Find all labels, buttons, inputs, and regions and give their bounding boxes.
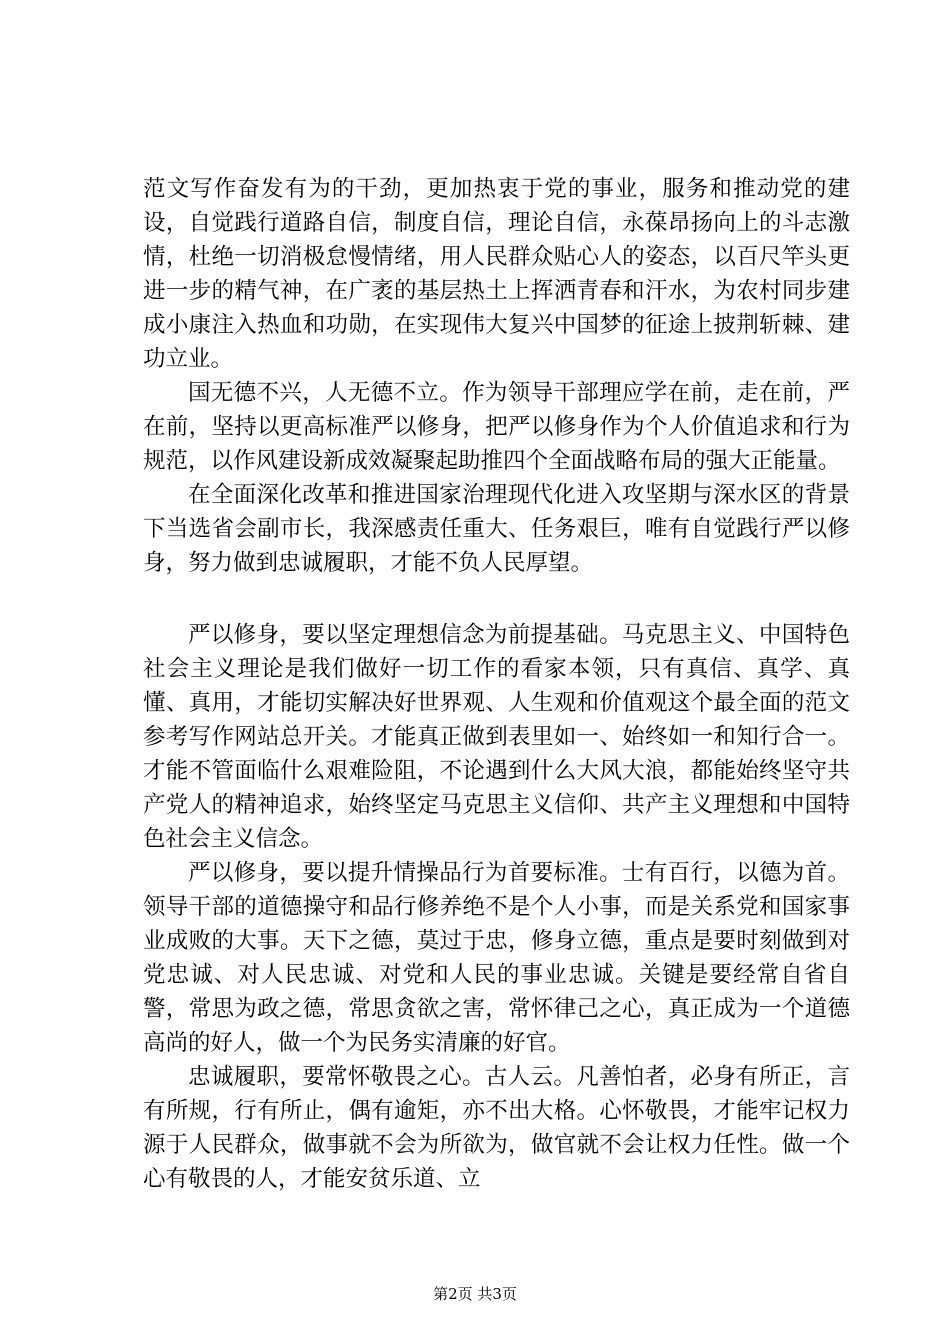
paragraph-gap (143, 580, 850, 618)
paragraph-1: 范文写作奋发有为的干劲，更加热衷于党的事业，服务和推动党的建设，自觉践行道路自信，制度自信，理论自信，永葆昂扬向上的斗志激情，杜绝一切消极怠慢情绪，用人民群众贴心人的姿态，以百尺竿头更进一步的精气神，在广袤的基层热土上挥洒青春和汗水，为农村同步建成小康注入热血和功勋，在实现伟大复兴中国梦的征途上披荆斩棘、建功立业。 (143, 176, 850, 372)
paragraph-3: 在全面深化改革和推进国家治理现代化进入攻坚期与深水区的背景下当选省会副市长，我深感责任重大、任务艰巨，唯有自觉践行严以修身，努力做到忠诚履职，才能不负人民厚望。 (143, 482, 850, 576)
page-footer (0, 1284, 950, 1304)
paragraph-2: 国无德不兴，人无德不立。作为领导干部理应学在前，走在前，严在前，坚持以更高标准严以修身，把严以修身作为个人价值追求和行为规范，以作风建设新成效凝聚起助推四个全面战略布局的强大正能量。 (143, 380, 850, 474)
paragraph-6: 忠诚履职，要常怀敬畏之心。古人云。凡善怕者，必身有所正，言有所规，行有所止，偶有逾矩，亦不出大格。心怀敬畏，才能牢记权力源于人民群众，做事就不会为所欲为，做官就不会让权力任性。做一个心有敬畏的人，才能安贫乐道、立 (143, 1064, 850, 1192)
page-number: 第2页 共3页 (433, 1285, 517, 1303)
paragraph-4: 严以修身，要以坚定理想信念为前提基础。马克思主义、中国特色社会主义理论是我们做好一切工作的看家本领，只有真信、真学、真懂、真用，才能切实解决好世界观、人生观和价值观这个最全面的范文参考写作网站总开关。才能真正做到表里如一、始终如一和知行合一。才能不管面临什么艰难险阻，不论遇到什么大风大浪，都能始终坚守共产党人的精神追求，始终坚定马克思主义信仰、共产主义理想和中国特色社会主义信念。 (143, 622, 850, 852)
document-body (143, 172, 850, 1196)
paragraph-5: 严以修身，要以提升情操品行为首要标准。士有百行，以德为首。领导干部的道德操守和品行修养绝不是个人小事，而是关系党和国家事业成败的大事。天下之德，莫过于忠，修身立德，重点是要时刻做到对党忠诚、对人民忠诚、对党和人民的事业忠诚。关键是要经常自省自警，常思为政之德，常思贪欲之害，常怀律己之心，真正成为一个道德高尚的好人，做一个为民务实清廉的好官。 (143, 860, 850, 1056)
